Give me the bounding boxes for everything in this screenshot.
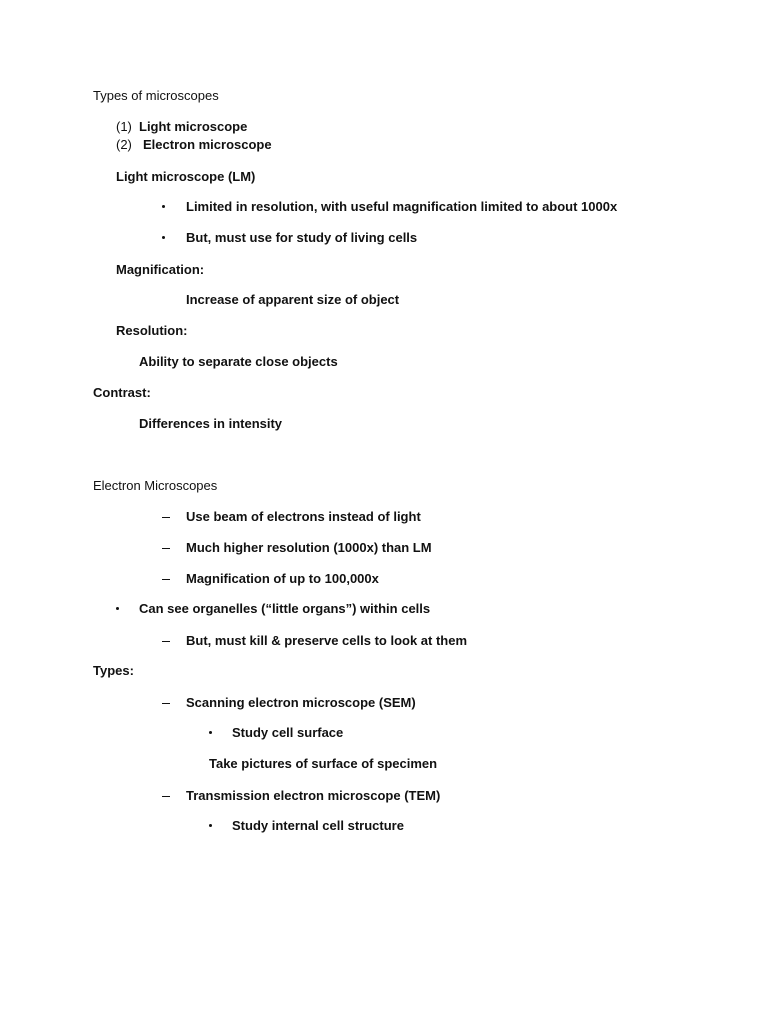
label-magnification: Magnification: <box>116 262 205 277</box>
em-bullet-organelles: Can see organelles (“little organs”) within cells <box>139 601 431 616</box>
dash-icon <box>162 548 170 549</box>
list-item-electron-microscope: Electron microscope <box>143 137 272 152</box>
list-item-light-microscope: Light microscope <box>139 119 248 134</box>
definition-contrast: Differences in intensity <box>139 416 283 431</box>
em-dash-higher-resolution: Much higher resolution (1000x) than LM <box>186 540 432 555</box>
definition-resolution: Ability to separate close objects <box>139 354 338 369</box>
label-contrast: Contrast: <box>93 385 151 400</box>
tem-bullet-internal-structure: Study internal cell structure <box>232 818 404 833</box>
dash-icon <box>162 703 170 704</box>
label-types: Types: <box>93 663 134 678</box>
heading-electron-microscopes: Electron Microscopes <box>93 478 218 493</box>
heading-types-of-microscopes: Types of microscopes <box>93 88 219 103</box>
em-dash-kill-preserve: But, must kill & preserve cells to look at them <box>186 633 468 648</box>
sem-bullet-cell-surface: Study cell surface <box>232 725 344 740</box>
heading-light-microscope-lm: Light microscope (LM) <box>116 169 256 184</box>
list-marker-1: (1) <box>116 119 132 134</box>
em-dash-magnification: Magnification of up to 100,000x <box>186 571 379 586</box>
label-resolution: Resolution: <box>116 323 188 338</box>
sem-note-pictures: Take pictures of surface of specimen <box>209 756 438 771</box>
list-marker-2: (2) <box>116 137 132 152</box>
type-tem: Transmission electron microscope (TEM) <box>186 788 441 803</box>
bullet-icon <box>209 731 212 734</box>
em-dash-beam-of-electrons: Use beam of electrons instead of light <box>186 509 421 524</box>
bullet-icon <box>116 607 119 610</box>
lm-bullet-resolution: Limited in resolution, with useful magnification limited to about 1000x <box>186 199 618 214</box>
definition-magnification: Increase of apparent size of object <box>186 292 400 307</box>
lm-bullet-living-cells: But, must use for study of living cells <box>186 230 418 245</box>
dash-icon <box>162 641 170 642</box>
dash-icon <box>162 517 170 518</box>
type-sem: Scanning electron microscope (SEM) <box>186 695 416 710</box>
bullet-icon <box>162 205 165 208</box>
bullet-icon <box>209 824 212 827</box>
dash-icon <box>162 579 170 580</box>
bullet-icon <box>162 236 165 239</box>
dash-icon <box>162 796 170 797</box>
